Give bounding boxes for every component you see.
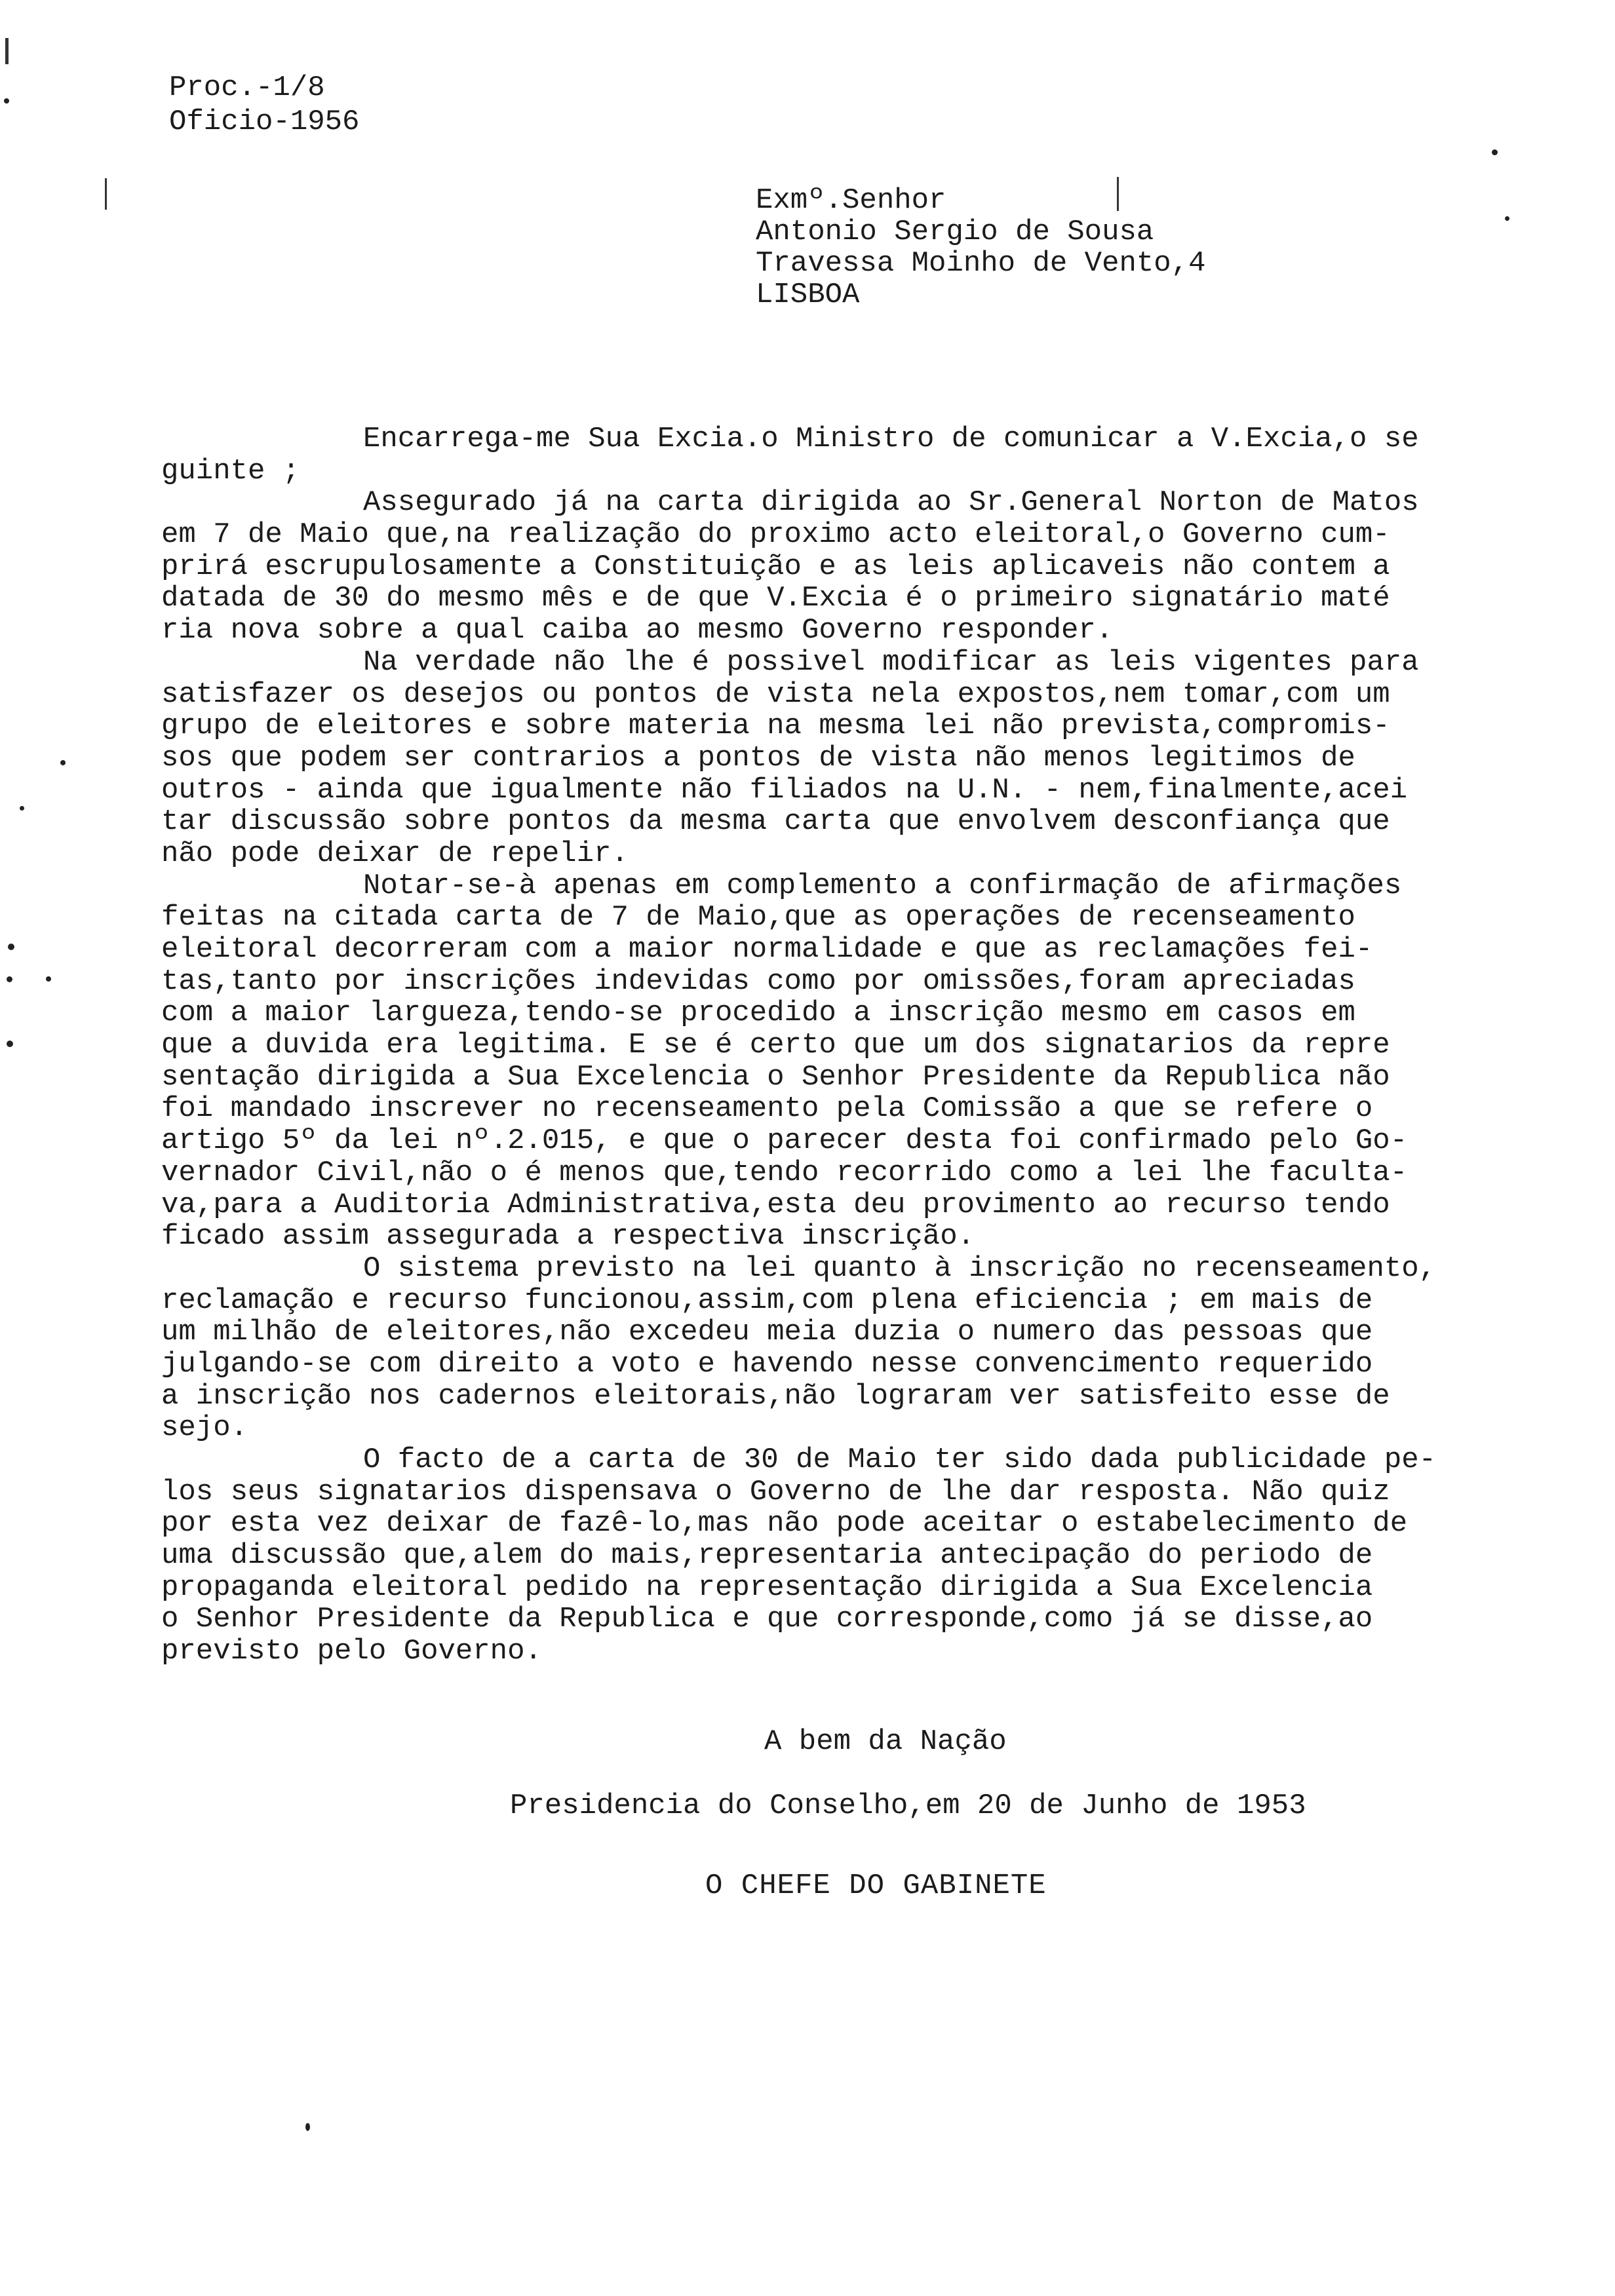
body-line: ria nova sobre a qual caiba ao mesmo Governo responder.: [161, 614, 1114, 647]
scan-speck: [1492, 149, 1498, 155]
body-line: que a duvida era legitima. E se é certo que um dos signatarios da repre: [161, 1029, 1390, 1062]
body-line: O facto de a carta de 30 de Maio ter sido dada publicidade pe-: [363, 1444, 1437, 1476]
body-line: los seus signatarios dispensava o Governo de lhe dar resposta. Não quiz: [161, 1475, 1390, 1508]
body-line: não pode deixar de repelir.: [161, 837, 629, 870]
oficio-number: Oficio-1956: [169, 105, 360, 138]
scan-mark: [5, 38, 9, 64]
scan-speck: [7, 1041, 13, 1047]
body-line: sos que podem ser contrarios a pontos de vista não menos legitimos de: [161, 741, 1355, 775]
closing-signatory: O CHEFE DO GABINETE: [705, 1869, 1047, 1902]
body-line: foi mandado inscrever no recenseamento pela Comissão a que se refere o: [161, 1092, 1373, 1126]
body-line: Notar-se-à apenas em complemento a confirmação de afirmações: [363, 869, 1402, 902]
body-line: sentação dirigida a Sua Excelencia o Senhor Presidente da Republica não: [161, 1060, 1390, 1094]
body-line: vernador Civil,não o é menos que,tendo recorrido como a lei lhe faculta-: [161, 1156, 1408, 1189]
body-line: satisfazer os desejos ou pontos de vista nela expostos,nem tomar,com um: [161, 678, 1390, 711]
body-line: va,para a Auditoria Administrativa,esta deu provimento ao recurso tendo: [161, 1188, 1390, 1221]
closing-motto: A bem da Nação: [764, 1725, 1007, 1758]
recipient-salutation: Exmº.Senhor: [756, 184, 946, 217]
body-line: grupo de eleitores e sobre materia na mesma lei não prevista,compromis-: [161, 710, 1390, 743]
body-line: guinte ;: [161, 454, 300, 488]
body-line: por esta vez deixar de fazê-lo,mas não pode aceitar o estabelecimento de: [161, 1507, 1408, 1540]
reference-block: [169, 71, 359, 139]
body-line: eleitoral decorreram com a maior normalidade e que as reclamações fei-: [161, 933, 1373, 966]
body-line: tar discussão sobre pontos da mesma carta que envolvem desconfiança que: [161, 805, 1390, 839]
body-line: propaganda eleitoral pedido na representação dirigida a Sua Excelencia: [161, 1571, 1373, 1604]
body-line: Assegurado já na carta dirigida ao Sr.General Norton de Matos: [363, 486, 1419, 520]
scan-speck: [60, 760, 66, 765]
scan-speck: [7, 976, 12, 982]
body-line: julgando-se com direito a voto e havendo nesse convencimento requerido: [161, 1347, 1373, 1381]
process-number: Proc.-1/8: [169, 71, 325, 104]
recipient-name: Antonio Sergio de Sousa: [756, 216, 1154, 248]
body-line: O sistema previsto na lei quanto à inscrição no recenseamento,: [363, 1252, 1437, 1285]
body-line: Na verdade não lhe é possivel modificar as leis vigentes para: [363, 645, 1419, 679]
scan-speck: [8, 944, 14, 950]
body-line: sejo.: [161, 1411, 248, 1445]
body-line: outros - ainda que igualmente não filiados na U.N. - nem,finalmente,acei: [161, 773, 1408, 807]
scan-speck: [1505, 216, 1509, 221]
body-line: datada de 30 do mesmo mês e de que V.Excia é o primeiro signatário maté: [161, 582, 1390, 615]
letter-body: [161, 423, 1570, 1668]
scan-speck: [46, 976, 51, 982]
scan-mark: [105, 178, 107, 210]
body-line: um milhão de eleitores,não excedeu meia duzia o numero das pessoas que: [161, 1316, 1373, 1349]
body-line: reclamação e recurso funcionou,assim,com plena eficiencia ; em mais de: [161, 1284, 1373, 1317]
body-line: prirá escrupulosamente a Constituição e as leis aplicaveis não contem a: [161, 550, 1390, 583]
body-line: Encarrega-me Sua Excia.o Ministro de comunicar a V.Excia,o se: [363, 423, 1419, 455]
body-line: tas,tanto por inscrições indevidas como por omissões,foram apreciadas: [161, 965, 1355, 998]
scan-speck: [20, 806, 24, 811]
body-line: artigo 5º da lei nº.2.015, e que o parecer desta foi confirmado pelo Go-: [161, 1124, 1408, 1158]
body-line: previsto pelo Governo.: [161, 1635, 542, 1668]
body-line: o Senhor Presidente da Republica e que corresponde,como já se disse,ao: [161, 1603, 1373, 1636]
recipient-street: Travessa Moinho de Vento,4: [756, 247, 1206, 280]
closing-place-date: Presidencia do Conselho,em 20 de Junho de 1953: [510, 1789, 1306, 1822]
body-line: com a maior largueza,tendo-se procedido a inscrição mesmo em casos em: [161, 997, 1355, 1030]
body-line: a inscrição nos cadernos eleitorais,não lograram ver satisfeito esse de: [161, 1379, 1390, 1413]
body-line: ficado assim assegurada a respectiva inscrição.: [161, 1220, 975, 1253]
body-line: feitas na citada carta de 7 de Maio,que as operações de recenseamento: [161, 901, 1355, 934]
body-line: uma discussão que,alem do mais,representaria antecipação do periodo de: [161, 1539, 1373, 1573]
scan-speck: [305, 2123, 310, 2131]
scan-mark: [1117, 177, 1119, 211]
recipient-address: [756, 185, 1206, 311]
recipient-city: LISBOA: [756, 278, 860, 311]
scan-speck: [4, 98, 9, 104]
body-line: em 7 de Maio que,na realização do proximo acto eleitoral,o Governo cum-: [161, 518, 1390, 552]
